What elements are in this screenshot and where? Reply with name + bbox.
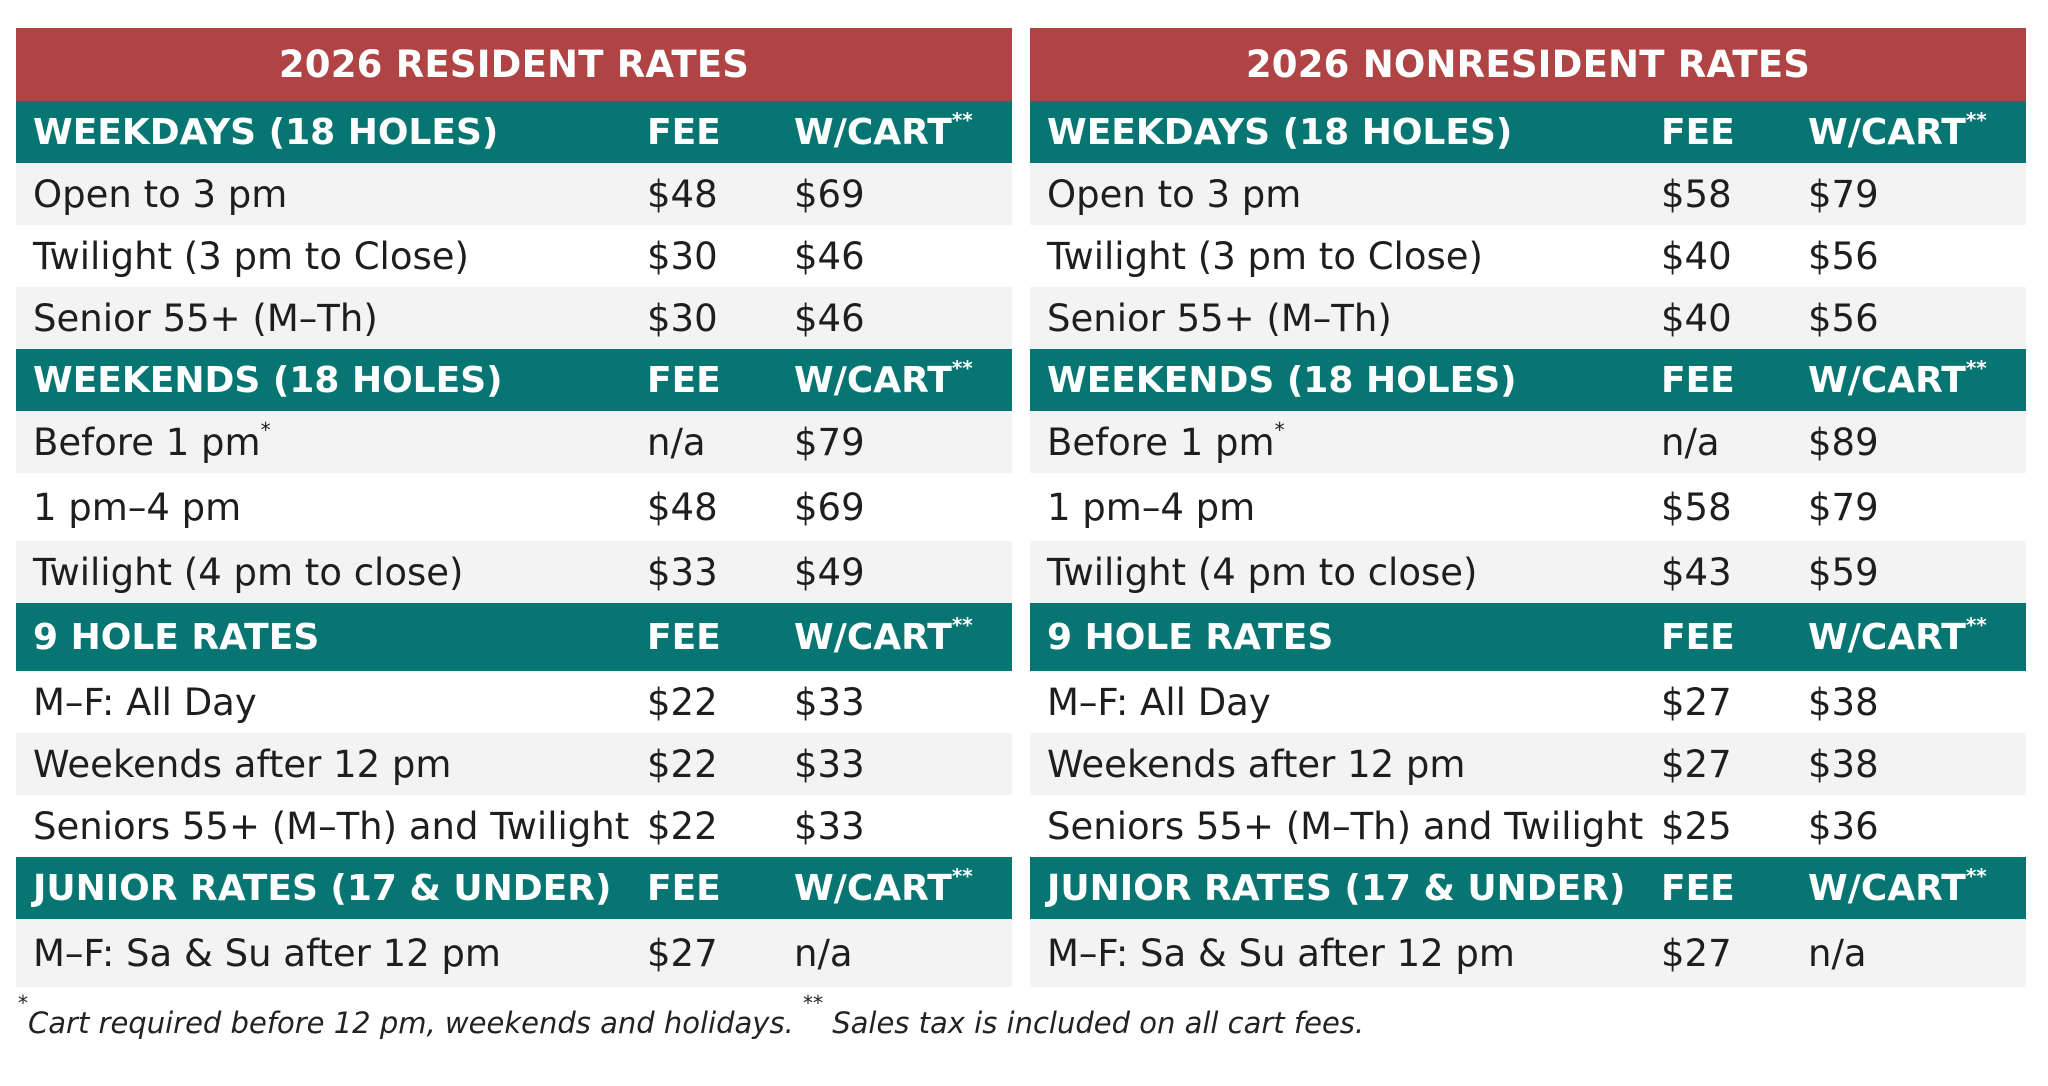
- cart-value: $33: [794, 742, 865, 786]
- rate-row: [1030, 795, 2026, 857]
- fee-value: $43: [1661, 550, 1732, 594]
- cart-value: $33: [794, 680, 865, 724]
- cart-column-header: W/CART **: [794, 356, 973, 401]
- rate-row: [16, 733, 1012, 795]
- resident-rates-table: [16, 28, 1012, 987]
- rate-label: Before 1 pm *: [33, 418, 271, 464]
- fee-value: $58: [1661, 485, 1732, 529]
- section-heading: WEEKENDS (18 HOLES): [33, 359, 503, 401]
- fee-value: $33: [647, 550, 718, 594]
- cart-value: $79: [1808, 485, 1879, 529]
- footnote-marker: *: [18, 991, 28, 1016]
- footnote-text-cart: Cart required before 12 pm, weekends and holidays.: [28, 1006, 803, 1040]
- rate-row: [1030, 411, 2026, 473]
- table-title: 2026 RESIDENT RATES: [16, 28, 1012, 101]
- fee-value: $25: [1661, 804, 1732, 848]
- rate-row: [16, 473, 1012, 541]
- cart-column-header: W/CART **: [1808, 108, 1987, 153]
- fee-value: n/a: [1661, 420, 1720, 464]
- section-header-weekdays: [1030, 101, 2026, 163]
- rate-label: Senior 55+ (M–Th): [33, 296, 378, 340]
- fee-value: n/a: [647, 420, 706, 464]
- rate-label: Weekends after 12 pm: [33, 742, 452, 786]
- cart-column-header: W/CART **: [1808, 356, 1987, 401]
- cart-value: n/a: [794, 931, 853, 975]
- rate-label: Twilight (4 pm to close): [33, 550, 464, 594]
- rate-label: M–F: All Day: [33, 680, 257, 724]
- rate-row: [16, 287, 1012, 349]
- cart-value: $38: [1808, 680, 1879, 724]
- rate-label: M–F: Sa & Su after 12 pm: [1047, 931, 1515, 975]
- cart-value: $33: [794, 804, 865, 848]
- fee-column-header: FEE: [647, 616, 721, 658]
- footnote: [18, 991, 1365, 1040]
- rate-label: Open to 3 pm: [1047, 172, 1302, 216]
- section-header-9-hole: [16, 603, 1012, 671]
- fee-column-header: FEE: [1661, 111, 1735, 153]
- rate-row: [1030, 287, 2026, 349]
- rate-row: [16, 163, 1012, 225]
- cart-value: $38: [1808, 742, 1879, 786]
- fee-column-header: FEE: [1661, 867, 1735, 909]
- section-header-junior: [16, 857, 1012, 919]
- fee-column-header: FEE: [647, 867, 721, 909]
- rate-label: M–F: Sa & Su after 12 pm: [33, 931, 501, 975]
- rate-label: Senior 55+ (M–Th): [1047, 296, 1392, 340]
- cart-value: $69: [794, 172, 865, 216]
- fee-value: $22: [647, 804, 718, 848]
- rate-row: [1030, 541, 2026, 603]
- rate-row: [1030, 919, 2026, 987]
- fee-value: $30: [647, 296, 718, 340]
- cart-value: $46: [794, 296, 865, 340]
- cart-column-header: W/CART **: [1808, 864, 1987, 909]
- section-heading: 9 HOLE RATES: [1047, 616, 1334, 658]
- fee-column-header: FEE: [1661, 359, 1735, 401]
- cart-value: n/a: [1808, 931, 1867, 975]
- fee-column-header: FEE: [1661, 616, 1735, 658]
- rate-label: Twilight (3 pm to Close): [1047, 234, 1483, 278]
- section-heading: JUNIOR RATES (17 & UNDER): [33, 867, 612, 909]
- cart-column-header: W/CART **: [794, 613, 973, 658]
- cart-value: $89: [1808, 420, 1879, 464]
- rate-row: [16, 541, 1012, 603]
- cart-column-header: W/CART **: [794, 864, 973, 909]
- section-header-weekends: [16, 349, 1012, 411]
- footnote-text-tax: Sales tax is included on all cart fees.: [823, 1006, 1365, 1040]
- fee-column-header: FEE: [647, 111, 721, 153]
- section-heading: 9 HOLE RATES: [33, 616, 320, 658]
- fee-value: $48: [647, 172, 718, 216]
- cart-value: $46: [794, 234, 865, 278]
- rate-row: [16, 795, 1012, 857]
- rate-row: [16, 919, 1012, 987]
- rate-label: Seniors 55+ (M–Th) and Twilight: [33, 804, 630, 848]
- fee-value: $48: [647, 485, 718, 529]
- rate-label: Twilight (4 pm to close): [1047, 550, 1478, 594]
- section-heading: JUNIOR RATES (17 & UNDER): [1047, 867, 1626, 909]
- nonresident-rates-table: [1030, 28, 2026, 987]
- footnote-marker: **: [803, 991, 823, 1016]
- cart-value: $59: [1808, 550, 1879, 594]
- fee-value: $58: [1661, 172, 1732, 216]
- cart-value: $36: [1808, 804, 1879, 848]
- rate-row: [1030, 473, 2026, 541]
- rate-row: [1030, 733, 2026, 795]
- rate-row: [1030, 163, 2026, 225]
- fee-value: $30: [647, 234, 718, 278]
- cart-value: $56: [1808, 296, 1879, 340]
- fee-value: $22: [647, 742, 718, 786]
- section-header-weekdays: [16, 101, 1012, 163]
- rate-label: Open to 3 pm: [33, 172, 288, 216]
- rate-row: [1030, 671, 2026, 733]
- rate-row: [16, 411, 1012, 473]
- fee-value: $27: [1661, 742, 1732, 786]
- fee-value: $27: [647, 931, 718, 975]
- rate-label: Weekends after 12 pm: [1047, 742, 1466, 786]
- section-heading: WEEKENDS (18 HOLES): [1047, 359, 1517, 401]
- rate-row: [1030, 225, 2026, 287]
- fee-value: $40: [1661, 296, 1732, 340]
- rate-row: [16, 671, 1012, 733]
- cart-value: $56: [1808, 234, 1879, 278]
- cart-column-header: W/CART **: [794, 108, 973, 153]
- cart-column-header: W/CART **: [1808, 613, 1987, 658]
- rate-label: Seniors 55+ (M–Th) and Twilight: [1047, 804, 1644, 848]
- section-header-junior: [1030, 857, 2026, 919]
- cart-value: $79: [794, 420, 865, 464]
- rate-row: [16, 225, 1012, 287]
- cart-value: $69: [794, 485, 865, 529]
- section-header-weekends: [1030, 349, 2026, 411]
- section-heading: WEEKDAYS (18 HOLES): [1047, 111, 1513, 153]
- fee-value: $27: [1661, 931, 1732, 975]
- fee-column-header: FEE: [647, 359, 721, 401]
- section-header-9-hole: [1030, 603, 2026, 671]
- fee-value: $22: [647, 680, 718, 724]
- section-heading: WEEKDAYS (18 HOLES): [33, 111, 499, 153]
- fee-value: $40: [1661, 234, 1732, 278]
- rate-label: 1 pm–4 pm: [33, 485, 242, 529]
- rate-label: Twilight (3 pm to Close): [33, 234, 469, 278]
- table-title: 2026 NONRESIDENT RATES: [1030, 28, 2026, 101]
- rate-label: 1 pm–4 pm: [1047, 485, 1256, 529]
- cart-value: $49: [794, 550, 865, 594]
- fee-value: $27: [1661, 680, 1732, 724]
- rate-label: M–F: All Day: [1047, 680, 1271, 724]
- rate-label: Before 1 pm *: [1047, 418, 1285, 464]
- cart-value: $79: [1808, 172, 1879, 216]
